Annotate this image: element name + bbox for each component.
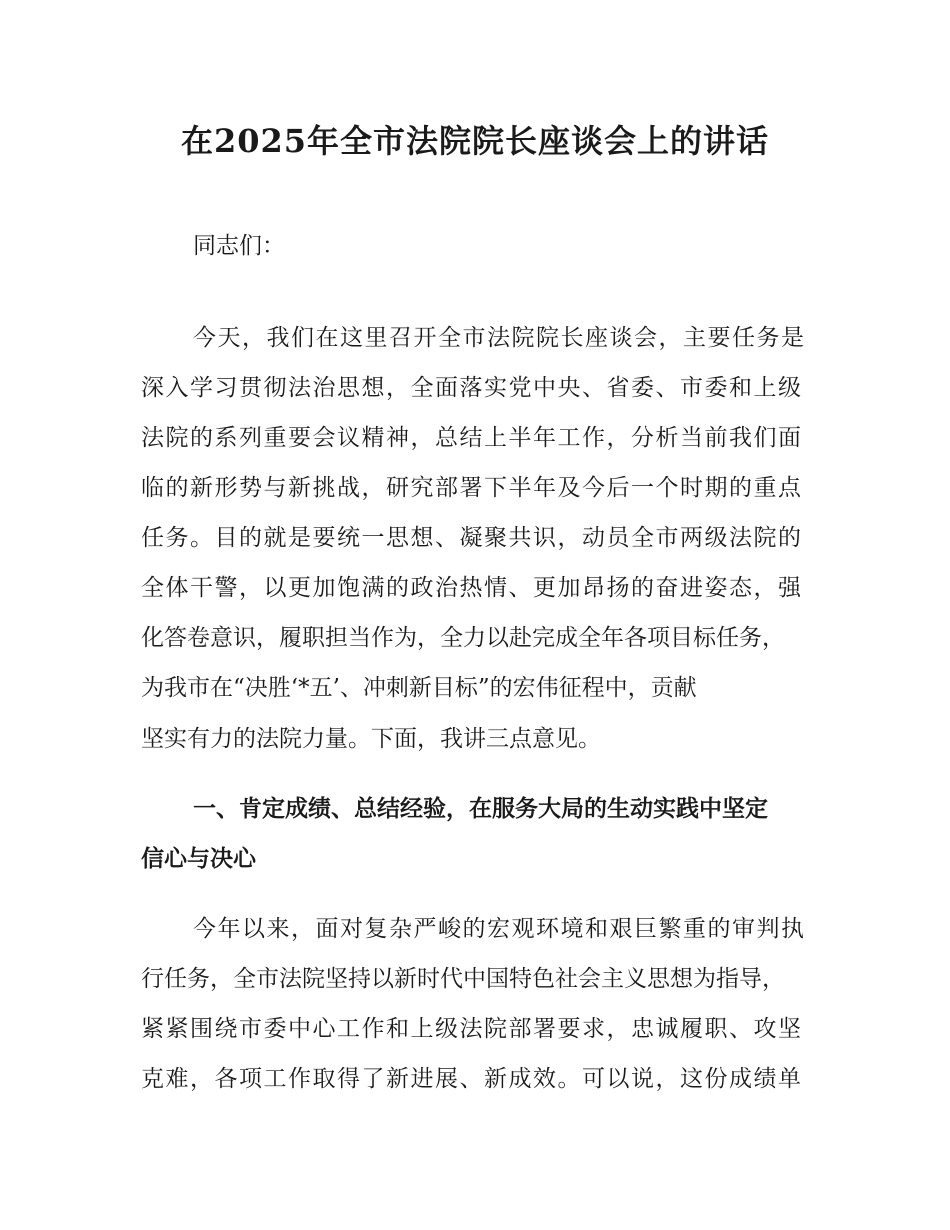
paragraph-line: 今天，我们在这里召开全市法院院长座谈会，主要任务是	[193, 325, 806, 351]
paragraph-line: 克难，各项工作取得了新进展、新成效。可以说，这份成绩单	[141, 1066, 803, 1092]
paragraph-line: 临的新形势与新挑战，研究部署下半年及今后一个时期的重点	[141, 475, 803, 501]
paragraph-line: 紧紧围绕市委中心工作和上级法院部署要求，忠诚履职、攻坚	[141, 1016, 803, 1042]
paragraph-line: 全体干警，以更加饱满的政治热情、更加昂扬的奋进姿态，强	[141, 575, 803, 601]
paragraph-line: 法院的系列重要会议精神，总结上半年工作，分析当前我们面	[141, 425, 803, 451]
paragraph-line: 行任务，全市法院坚持以新时代中国特色社会主义思想为指导，	[141, 966, 785, 992]
paragraph-line: 今年以来，面对复杂严峻的宏观环境和艰巨繁重的审判执	[193, 916, 806, 942]
paragraph-line: 化答卷意识，履职担当作为，全力以赴完成全年各项目标任务，	[141, 625, 785, 651]
section-heading-line: 一、肯定成绩、总结经验，在服务大局的生动实践中坚定	[193, 796, 768, 822]
section-heading-line: 信心与决心	[141, 846, 256, 872]
paragraph-line: 任务。目的就是要统一思想、凝聚共识，动员全市两级法院的	[141, 525, 803, 551]
salutation: 同志们：	[193, 233, 285, 259]
paragraph-line: 为我市在“决胜‘*五’、冲刺新目标”的宏伟征程中，贡献	[141, 675, 697, 701]
paragraph-line: 深入学习贯彻法治思想，全面落实党中央、省委、市委和上级	[141, 375, 803, 401]
document-title: 在2025年全市法院院长座谈会上的讲话	[180, 122, 770, 160]
paragraph-line: 坚实有力的法院力量。下面，我讲三点意见。	[141, 726, 601, 752]
